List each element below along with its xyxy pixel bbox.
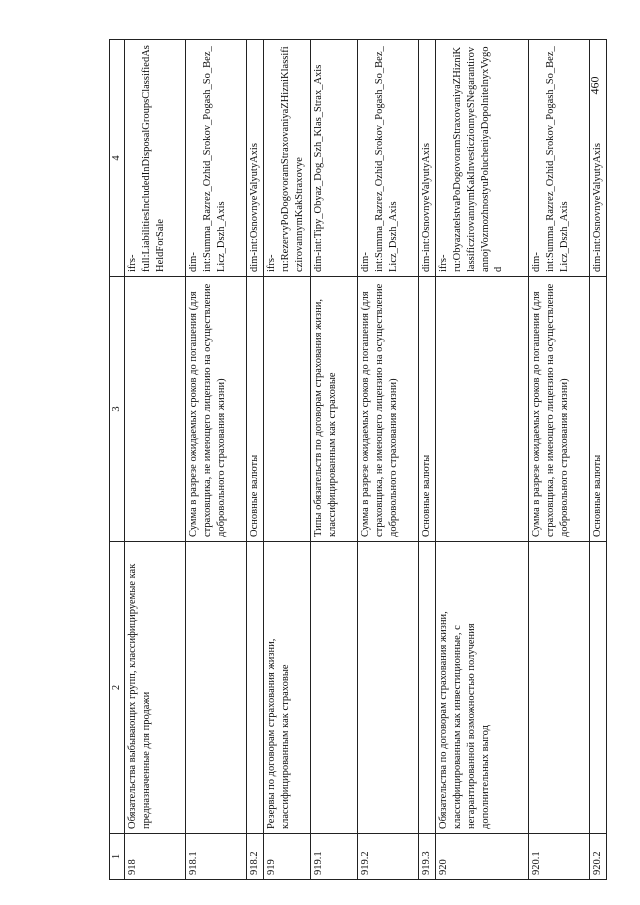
page-number: 460: [587, 76, 602, 95]
row-code: dim-int:Summa_Razrez_Ozhid_Srokov_Pogash_So_Bez_Licz_Dszh_Axis: [186, 40, 247, 277]
row-name: [590, 542, 607, 834]
row-description: [264, 277, 311, 542]
header-col-3: 3: [110, 277, 125, 542]
table-row: [529, 40, 590, 880]
row-name: [186, 542, 247, 834]
table-row: [264, 40, 311, 880]
header-col-2: 2: [110, 542, 125, 834]
table-row: [247, 40, 264, 880]
row-name: [358, 542, 419, 834]
row-number: 920: [436, 834, 529, 880]
data-table: [109, 39, 607, 880]
row-description: Основные валюты: [590, 277, 607, 542]
row-description: Основные валюты: [247, 277, 264, 542]
row-code: ifrs-ru:ObyazatelstvaPoDogovoramStraxovaniyaZHizniKlassificzirovannymKakInvesticzionnyeSNegarantirovannojVozmozhnostyuPolucheniyaDopolnitelnyxVygod: [436, 40, 529, 277]
table-row: [590, 40, 607, 880]
table-row: [186, 40, 247, 880]
table-row: [311, 40, 358, 880]
row-description: Типы обязательств по договорам страхования жизни, классифицированным как страховые: [311, 277, 358, 542]
row-number: 920.2: [590, 834, 607, 880]
row-name: Обязательства выбывающих групп, классифицируемые как предназначенные для продажи: [125, 542, 186, 834]
row-number: 918.2: [247, 834, 264, 880]
row-code: dim-int:Summa_Razrez_Ozhid_Srokov_Pogash_So_Bez_Licz_Dszh_Axis: [529, 40, 590, 277]
row-description: Основные валюты: [419, 277, 436, 542]
row-description: Сумма в разрезе ожидаемых сроков до погашения (для страховщика, не имеющего лицензию на осуществление добровольного страхования жизни): [358, 277, 419, 542]
row-name: Резервы по договорам страхования жизни, классифицированным как страховые: [264, 542, 311, 834]
table-row: [419, 40, 436, 880]
row-description: Сумма в разрезе ожидаемых сроков до погашения (для страховщика, не имеющего лицензию на осуществление добровольного страхования жизни): [186, 277, 247, 542]
table-row: [125, 40, 186, 880]
row-number: 918.1: [186, 834, 247, 880]
row-number: 919: [264, 834, 311, 880]
row-name: [247, 542, 264, 834]
row-number: 919.2: [358, 834, 419, 880]
row-name: [311, 542, 358, 834]
table-row: [358, 40, 419, 880]
row-description: [436, 277, 529, 542]
row-number: 920.1: [529, 834, 590, 880]
row-name: [419, 542, 436, 834]
row-code: dim-int:OsnovnyeValyutyAxis: [419, 40, 436, 277]
row-name: Обязательства по договорам страхования жизни, классифицированным как инвестиционные, с негарантированной возможностью получения дополнительных выгод: [436, 542, 529, 834]
header-col-4: 4: [110, 40, 125, 277]
row-number: 919.3: [419, 834, 436, 880]
row-description: [125, 277, 186, 542]
row-code: dim-int:Summa_Razrez_Ozhid_Srokov_Pogash_So_Bez_Licz_Dszh_Axis: [358, 40, 419, 277]
table-row: [436, 40, 529, 880]
row-code: ifrs-ru:RezervyPoDogovoramStraxovaniyaZHizniKlassificzirovannymKakStraxovye: [264, 40, 311, 277]
table-header-row: [110, 40, 125, 880]
row-code: dim-int:OsnovnyeValyutyAxis: [590, 40, 607, 277]
row-description: Сумма в разрезе ожидаемых сроков до погашения (для страховщика, не имеющего лицензию на осуществление добровольного страхования жизни): [529, 277, 590, 542]
row-number: 919.1: [311, 834, 358, 880]
row-code: ifrs-full:LiabilitiesIncludedInDisposalGroupsClassifiedAsHeldForSale: [125, 40, 186, 277]
row-code: dim-int:OsnovnyeValyutyAxis: [247, 40, 264, 277]
row-number: 918: [125, 834, 186, 880]
header-col-1: 1: [110, 834, 125, 880]
row-code: dim-int:Tipy_Obyaz_Dog_Szh_Klas_Strax_Axis: [311, 40, 358, 277]
row-name: [529, 542, 590, 834]
